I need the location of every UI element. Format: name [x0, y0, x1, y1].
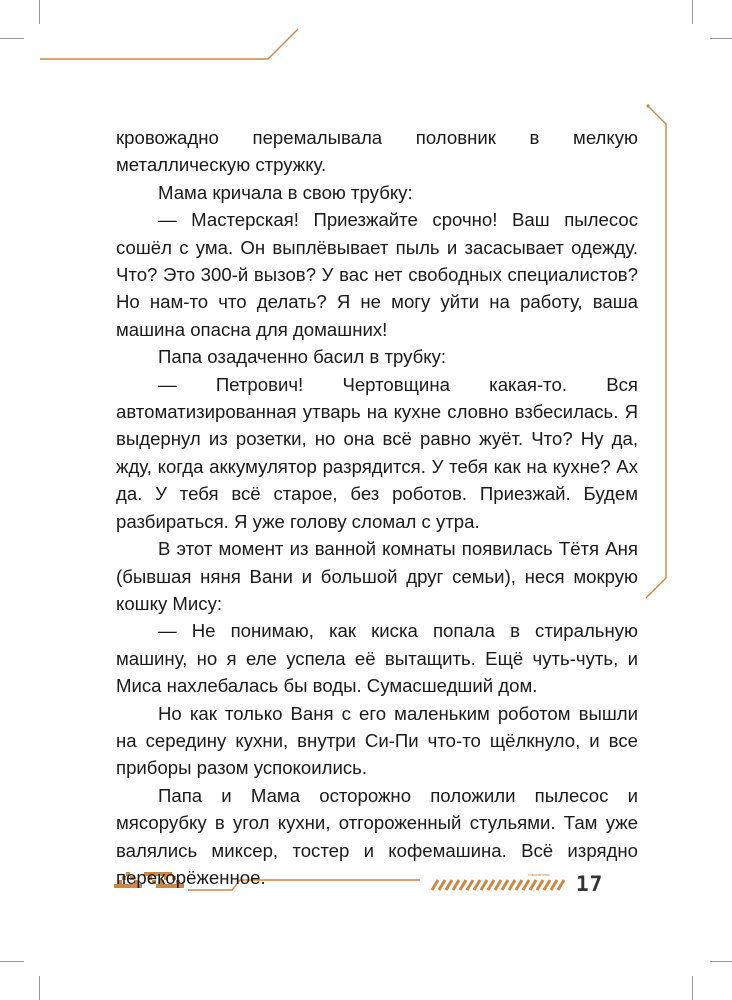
- paragraph: — Петрович! Чертовщина какая-то. Вся автоматизированная утварь на кухне словно взбесилась. Я выдернул из розетки, но она всё равно жуёт. Что? Ну да, жду, когда аккумулятор разрядится. У тебя как на кухне? Ах да. У тебя всё старое, без роботов. Приезжай. Будем разбираться. Я уже голову сломал с утра.: [116, 373, 638, 532]
- top-left-deco-line: [40, 29, 298, 59]
- paragraph: — Не понимаю, как киска попала в стиральную машину, но я еле успела её вытащить. Ещё чуть-чуть, и Миса нахлебалась бы воды. Сумасшедший дом.: [116, 620, 638, 697]
- body-text: [116, 124, 638, 891]
- paragraph: Папа озадаченно басил в трубку:: [158, 346, 447, 368]
- paragraph: Мама кричала в свою трубку:: [158, 181, 413, 203]
- footer-tiny-text: современная: [528, 873, 550, 877]
- paragraph: Но как только Ваня с его маленьким роботом вышли на середину кухни, внутри Си-Пи что-то щёлкнуло, и все приборы разом успокоились.: [116, 702, 638, 779]
- paragraph: — Мастерская! Приезжайте срочно! Ваш пылесос сошёл с ума. Он выплёвывает пыль и засасывает одежду. Что? Это 300-й вызов? У вас нет свободных специалистов? Но нам-то что делать? Я не могу уйти на работу, ваша машина опасна для домашних!: [116, 209, 638, 340]
- page-number: 17: [576, 872, 604, 896]
- right-bracket-line: [646, 106, 666, 598]
- paragraph: кровожадно перемалывала половник в мелкую металлическую стружку.: [116, 127, 638, 176]
- paragraph: В этот момент из ванной комнаты появилась Тётя Аня (бывшая няня Вани и большой друг семьи), неся мокрую кошку Мису:: [116, 538, 638, 614]
- paragraph: Папа и Мама осторожно положили пылесос и мясорубку в угол кухни, отгороженный стульями. Там уже валялись миксер, тостер и кофемашина. Всё изрядно перекорёженное.: [116, 784, 638, 888]
